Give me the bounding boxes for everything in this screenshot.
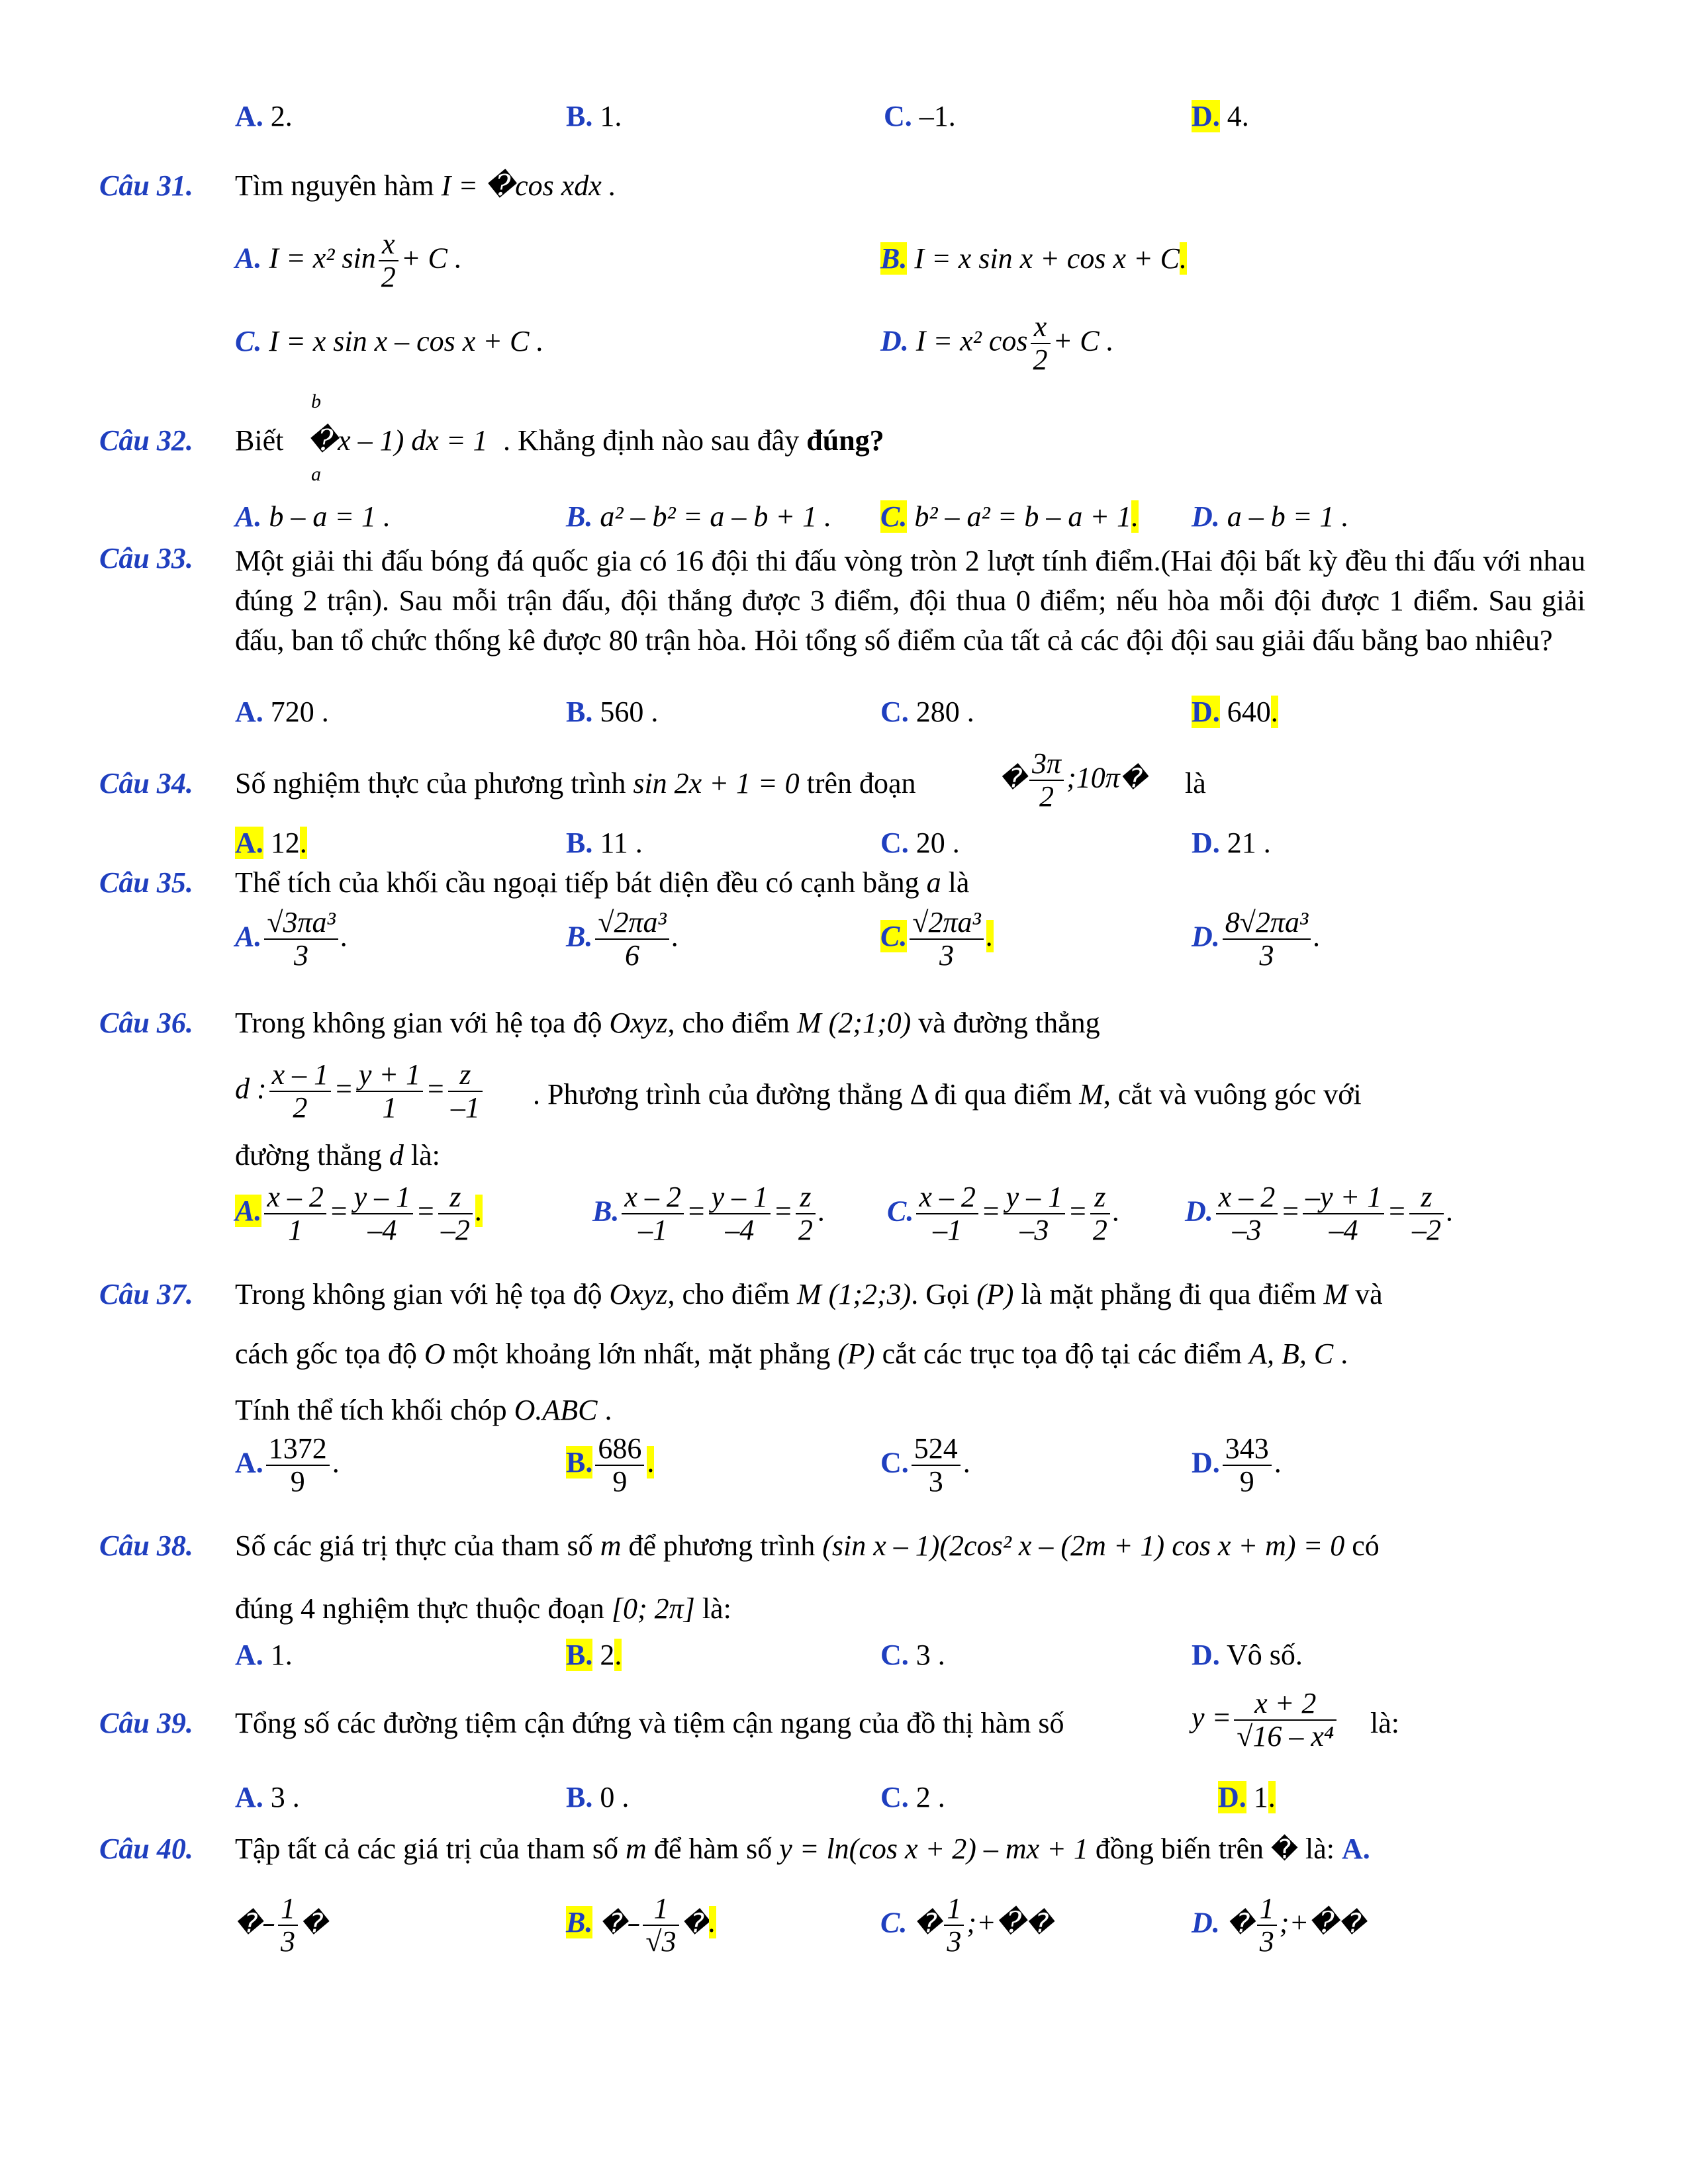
- q37-option-d: D. $\frac{343}{9}$ .: [1192, 1432, 1282, 1498]
- q35-stem-var: a: [926, 866, 941, 899]
- q38-stem-line1: Câu 38. Số các giá trị thực của tham số m để phương trình (sin x – 1)(2cos² x – (2m + 1) cos x + m) = 0 có: [99, 1529, 1380, 1562]
- q39-option-b: B. 0 .: [566, 1781, 630, 1813]
- q32-stem: [0, 390, 1688, 490]
- q32-label: Câu 32.: [99, 424, 193, 457]
- q31-option-c: C. I = x sin x – cos x + C .: [235, 325, 544, 357]
- q39-option-c: C. 2 .: [880, 1781, 945, 1813]
- q30-option-b: B. 1.: [566, 100, 622, 132]
- q38-stem-line2: đúng 4 nghiệm thực thuộc đoạn [0; 2π] là:: [235, 1592, 731, 1625]
- q37-options: [0, 1433, 1688, 1519]
- q31-option-a: A. I = x² sin $\frac{x}{2}$ + C .: [235, 228, 462, 294]
- q32-stem-pre: Biết: [235, 424, 284, 457]
- q39-stem-post: là:: [1370, 1707, 1399, 1739]
- q30-option-a: A. 2.: [235, 100, 293, 132]
- q36-stem-line2: d : $\frac{x - 1}{2}$ = $\frac{y + 1}{1}$ = $\frac{z}{-1}$ . Phương trình của đường thẳng Δ đi qua điểm M, cắt và vuông góc với: [235, 1058, 1362, 1124]
- q37-option-a: A. $\frac{1372}{9}$ .: [235, 1432, 340, 1498]
- q35-stem-text: Thể tích của khối cầu ngoại tiếp bát diện đều có cạnh bằng: [235, 866, 919, 899]
- q38-option-c: C. 3 .: [880, 1639, 945, 1671]
- q34-stem-pre: Số nghiệm thực của phương trình: [235, 767, 626, 799]
- q36-line-d: d : $\frac{x - 1}{2}$ = $\frac{y + 1}{1}$ = $\frac{z}{-1}$: [235, 1059, 485, 1124]
- q34-stem-post: là: [1185, 767, 1206, 799]
- q38-options: [0, 1638, 1688, 1691]
- q38-option-a: A. 1.: [235, 1639, 293, 1671]
- q37-stem-line1: Câu 37. Trong không gian với hệ tọa độ Oxyz, cho điểm M (1;2;3). Gọi (P) là mặt phẳng đi qua điểm M và: [99, 1278, 1383, 1310]
- q33-stem: [0, 541, 1688, 700]
- q32-lower-limit: a: [311, 463, 321, 485]
- q37-label: Câu 37.: [99, 1278, 193, 1310]
- q31-options-cd: [0, 310, 1688, 377]
- q32-integral: �x – 1) dx = 1: [308, 424, 488, 457]
- q36-option-d: D. $\frac{x - 2}{-3}$ = $\frac{-y + 1}{-4}$ = $\frac{z}{-2}$ .: [1185, 1181, 1454, 1247]
- q33-label: Câu 33.: [99, 542, 193, 574]
- q33-option-a: A. 720 .: [235, 696, 329, 728]
- q31-options-ab: [0, 228, 1688, 294]
- q35-stem-post: là: [948, 866, 970, 899]
- q36-option-c: C. $\frac{x - 2}{-1}$ = $\frac{y - 1}{-3}$ = $\frac{z}{2}$ .: [887, 1181, 1120, 1247]
- q36-options: [0, 1181, 1688, 1267]
- q34-option-a: A. 12.: [235, 827, 307, 859]
- q40-option-d: D. � $\frac{1}{3}$ ;+��: [1192, 1892, 1366, 1958]
- q40-stem: Câu 40. Tập tất cả các giá trị của tham số m để hàm số y = ln(cos x + 2) – mx + 1 đồng biến trên � là: A.: [99, 1833, 1370, 1865]
- q36-label: Câu 36.: [99, 1007, 193, 1039]
- q40-option-b: B. �– $\frac{1}{√3}$ �.: [566, 1892, 716, 1958]
- q35-option-b: B. $\frac{\text{√2πa³}}{6}$ .: [566, 906, 679, 972]
- q32-option-a: A. b – a = 1 .: [235, 500, 391, 533]
- q33-options: [0, 695, 1688, 748]
- q31-stem: [0, 169, 1688, 222]
- q35-label: Câu 35.: [99, 866, 193, 899]
- q33-stem-text: Một giải thi đấu bóng đá quốc gia có 16 đội thi đấu vòng tròn 2 lượt tính điểm.(Hai đội bất kỳ đều thi đấu với nhau đúng 2 trận). Sau mỗi trận đấu, đội thắng được 3 điểm, đội thua 0 điểm; nếu hòa mỗi đội được 1 điểm. Sau giải đấu, ban tổ chức thống kê được 80 trận hòa. Hỏi tổng số điểm của tất cả các đội đội sau giải đấu bằng bao nhiêu?: [235, 545, 1585, 657]
- q35-options: [0, 907, 1688, 993]
- q30-option-c: C. –1.: [884, 100, 956, 132]
- q38-option-b: B. 2.: [566, 1639, 622, 1671]
- q37-option-b: B. $\frac{686}{9}$ .: [566, 1432, 655, 1498]
- q32-option-d: D. a – b = 1 .: [1192, 500, 1349, 533]
- q34-equation: sin 2x + 1 = 0: [633, 767, 800, 799]
- q30-option-d: D. 4.: [1192, 100, 1249, 132]
- q32-option-c: C. b² – a² = b – a + 1.: [880, 500, 1139, 533]
- q34-option-d: D. 21 .: [1192, 827, 1271, 859]
- q34-label: Câu 34.: [99, 767, 193, 799]
- q31-label: Câu 31.: [99, 169, 193, 202]
- q37-stem-line3: Tính thể tích khối chóp O.ABC .: [235, 1394, 612, 1426]
- q31-stem-text: Tìm nguyên hàm: [235, 169, 434, 202]
- q33-option-d: D. 640.: [1192, 696, 1278, 728]
- q40-label: Câu 40.: [99, 1833, 193, 1865]
- q36-option-b: B. $\frac{x - 2}{-1}$ = $\frac{y - 1}{-4}$ = $\frac{z}{2}$ .: [592, 1181, 825, 1247]
- q33-option-c: C. 280 .: [880, 696, 974, 728]
- q34-stem: [0, 748, 1688, 821]
- q35-option-c: C. $\frac{\text{√2πa³}}{3}$ .: [880, 906, 994, 972]
- q40-options: [0, 1893, 1688, 1985]
- q39-stem-text: Tổng số các đường tiệm cận đứng và tiệm cận ngang của đồ thị hàm số: [235, 1707, 1064, 1739]
- q39-stem: [0, 1688, 1688, 1767]
- q34-option-b: B. 11 .: [566, 827, 643, 859]
- q31-stem-math: I = �cos xdx .: [441, 169, 616, 202]
- q33-option-b: B. 560 .: [566, 696, 659, 728]
- q39-function: y = $\frac{x + 2}{\text{√16 – x⁴}}$: [1192, 1688, 1339, 1753]
- q40-option-c: C. � $\frac{1}{3}$ ;+��: [880, 1892, 1053, 1958]
- q31-option-d: D. I = x² cos $\frac{x}{2}$ + C .: [880, 310, 1114, 377]
- q35-option-d: D. $\frac{\text{8√2πa³}}{3}$ .: [1192, 906, 1321, 972]
- q32-upper-limit: b: [311, 390, 321, 412]
- q34-stem-mid: trên đoạn: [806, 767, 916, 799]
- q40-option-a: �– $\frac{1}{3}$ �: [235, 1892, 328, 1958]
- q30-options: [0, 99, 1688, 152]
- q31-option-b: B. I = x sin x + cos x + C.: [880, 242, 1188, 275]
- q39-options: [0, 1780, 1688, 1833]
- q36-option-a: A. $\frac{x - 2}{1}$ = $\frac{y - 1}{-4}$ = $\frac{z}{-2}$ .: [235, 1181, 483, 1247]
- q32-option-b: B. a² – b² = a – b + 1 .: [566, 500, 832, 533]
- q32-stem-post: . Khẳng định nào sau đây: [503, 424, 800, 457]
- q38-label: Câu 38.: [99, 1529, 193, 1562]
- q34-option-c: C. 20 .: [880, 827, 960, 859]
- q35-option-a: A. $\frac{\text{√3πa³}}{3}$ .: [235, 906, 348, 972]
- q39-option-a: A. 3 .: [235, 1781, 300, 1813]
- q36-stem-line3: đường thẳng d là:: [235, 1139, 440, 1171]
- q37-option-c: C. $\frac{524}{3}$ .: [880, 1432, 970, 1498]
- q39-option-d: D. 1.: [1218, 1781, 1276, 1813]
- q38-option-d: D. Vô số.: [1192, 1639, 1303, 1671]
- q37-stem-line2: cách gốc tọa độ O một khoảng lớn nhất, mặt phẳng (P) cắt các trục tọa độ tại các điểm A, B, C .: [235, 1338, 1348, 1370]
- q32-stem-bold: đúng?: [806, 424, 884, 457]
- q34-interval: � $\frac{3\pi}{2}$ ;10π�: [1000, 747, 1147, 813]
- q36-stem-line1: Câu 36. Trong không gian với hệ tọa độ Oxyz, cho điểm M (2;1;0) và đường thẳng: [99, 1007, 1100, 1039]
- q39-label: Câu 39.: [99, 1707, 193, 1739]
